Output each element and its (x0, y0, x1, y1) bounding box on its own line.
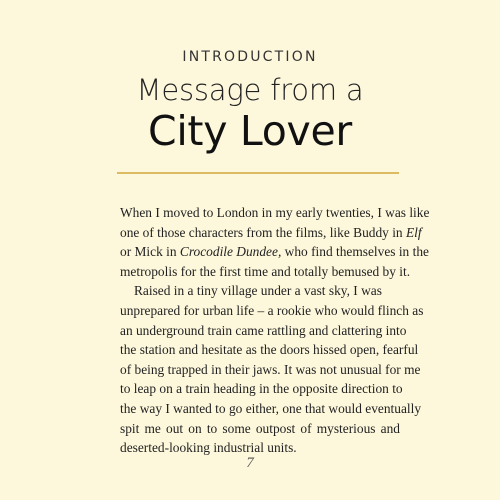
chapter-title-line-1: Message from a (136, 73, 364, 107)
chapter-title-line-2: City Lover (148, 107, 352, 155)
film-title-crocodile-dundee: Crocodile Dundee, (179, 244, 282, 260)
film-title-elf: Elf (405, 224, 422, 240)
text-line (120, 223, 422, 243)
text-segment: one of those characters from the films, like Buddy in (120, 224, 403, 240)
text-line: spit me out on to some outpost of mysterious and (120, 420, 400, 436)
text-line: Raised in a tiny village under a vast sky, I was (134, 283, 382, 299)
page-number: 7 (246, 455, 254, 471)
text-line: of being trapped in their jaws. It was not unusual for me (120, 361, 421, 377)
text-line: the way I wanted to go either, one that would eventually (120, 400, 422, 416)
text-line: When I moved to London in my early twenties, I was like (120, 205, 430, 220)
title-divider (117, 172, 399, 174)
text-segment: who find themselves in the (284, 244, 429, 260)
paragraph-2 (120, 281, 424, 457)
text-line: unprepared for urban life – a rookie who would flinch as (120, 302, 424, 318)
paragraph-1 (120, 203, 430, 281)
text-line: deserted-looking industrial units. (120, 440, 297, 456)
text-line (120, 242, 429, 262)
text-line: metropolis for the first time and totally bemused by it. (120, 263, 411, 279)
body-text (120, 203, 430, 458)
section-label: INTRODUCTION (182, 49, 318, 65)
text-line: the station and hesitate as the doors hissed open, fearful (120, 342, 419, 358)
text-line: an underground train came rattling and clattering into (120, 322, 407, 338)
text-line: to leap on a train heading in the opposite direction to (120, 381, 403, 397)
text-segment: or Mick in (120, 244, 177, 260)
